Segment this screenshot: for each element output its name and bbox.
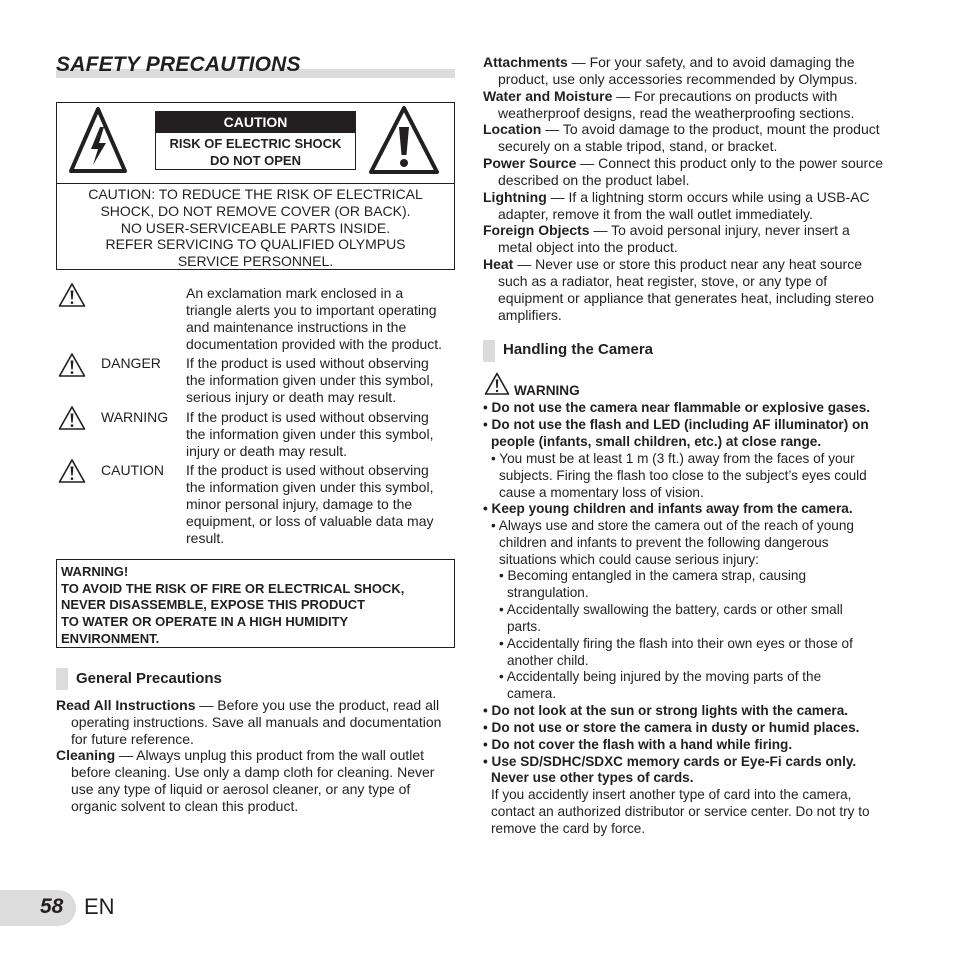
symbol-description: An exclamation mark enclosed in a triangle alerts you to important operating and maintenance instructions in the documentation provided with the product.	[186, 285, 443, 352]
warning-box-line: TO WATER OR OPERATE IN A HIGH HUMIDITY	[61, 614, 349, 629]
exclamation-triangle-icon	[58, 405, 86, 431]
caution-label	[155, 111, 356, 170]
warning-box-line: NEVER DISASSEMBLE, EXPOSE THIS PRODUCT	[61, 597, 366, 612]
exclamation-triangle-icon	[58, 282, 86, 308]
item-location: Location — To avoid damage to the product, mount the product securely on a stable tripod, stand, or bracket.	[483, 121, 880, 154]
section-heading-handling: Handling the Camera	[503, 341, 654, 358]
caution-label-line: RISK OF ELECTRIC SHOCK	[169, 136, 342, 151]
bullet-cards-cont: Never use other types of cards.	[491, 770, 694, 785]
section-heading-general: General Precautions	[76, 670, 222, 687]
caution-text-line: NO USER-SERVICEABLE PARTS INSIDE.	[120, 220, 391, 236]
page-number: 58	[40, 895, 64, 918]
cards-note: If you accidently insert another type of card into the camera, contact an authorized distributor or service center. Do not try to remove the card by force.	[491, 787, 870, 836]
caution-text-line: SERVICE PERSONNEL.	[177, 253, 334, 269]
bullet-cards: • Use SD/SDHC/SDXC memory cards or Eye-Fi cards only.	[483, 754, 857, 769]
exclamation-warning-icon	[368, 105, 440, 177]
page-number-tab	[0, 890, 76, 926]
caution-text-line: CAUTION: TO REDUCE THE RISK OF ELECTRICAL	[88, 186, 423, 202]
symbol-description: If the product is used without observing the information given under this symbol, injury or death may result.	[186, 409, 434, 459]
warning-box	[56, 559, 455, 648]
item-water-moisture: Water and Moisture — For precautions on products with weatherproof designs, read the weatherproofing sections.	[483, 88, 855, 121]
warning-box-line: ENVIRONMENT.	[61, 631, 160, 646]
item-power-source: Power Source — Connect this product only to the power source described on the product label.	[483, 155, 883, 188]
bullet-sun: • Do not look at the sun or strong lights with the camera.	[483, 703, 849, 718]
sub-bullet-distance: • You must be at least 1 m (3 ft.) away from the faces of your subjects. Firing the flash too close to the subject’s eyes could cause a momentary loss of vision.	[491, 451, 867, 500]
section-marker	[56, 668, 68, 690]
warning-label: WARNING	[514, 383, 580, 398]
warning-box-line: WARNING!	[61, 564, 129, 579]
exclamation-triangle-icon	[484, 372, 510, 396]
bullet-gases: • Do not use the camera near flammable or explosive gases.	[483, 400, 871, 415]
caution-text-line: REFER SERVICING TO QUALIFIED OLYMPUS	[105, 236, 406, 252]
language-code: EN	[84, 894, 115, 919]
caution-label-heading: CAUTION	[156, 112, 355, 133]
symbol-label-caution: CAUTION	[101, 462, 164, 478]
electric-shock-warning-icon	[67, 105, 129, 177]
item-lightning: Lightning — If a lightning storm occurs while using a USB-AC adapter, remove it from the wall outlet immediately.	[483, 189, 870, 222]
symbol-label-danger: DANGER	[101, 355, 161, 371]
caution-box	[56, 102, 455, 270]
section-marker	[483, 340, 495, 362]
sub-bullet-reach: • Always use and store the camera out of the reach of young children and infants to prevent the following dangerous situations which could cause serious injury:	[491, 518, 854, 567]
page-title: SAFETY PRECAUTIONS	[56, 53, 301, 76]
item-foreign-objects: Foreign Objects — To avoid personal injury, never insert a metal object into the product.	[483, 222, 850, 255]
general-item-cleaning: Cleaning — Always unplug this product from the wall outlet before cleaning. Use only a damp cloth for cleaning. Never use any type of liquid or aerosol cleaner, or any type of organic solvent to clean this product.	[56, 747, 435, 814]
sub-sub-bullet: • Accidentally being injured by the moving parts of the camera.	[499, 669, 822, 701]
sub-sub-bullet: • Becoming entangled in the camera strap, causing strangulation.	[499, 568, 807, 600]
bullet-dusty: • Do not use or store the camera in dusty or humid places.	[483, 720, 860, 735]
caution-label-line: DO NOT OPEN	[209, 153, 301, 168]
bullet-cover-flash: • Do not cover the flash with a hand while firing.	[483, 737, 793, 752]
warning-box-line: TO AVOID THE RISK OF FIRE OR ELECTRICAL SHOCK,	[61, 581, 405, 596]
caution-divider	[57, 183, 454, 184]
item-attachments: Attachments — For your safety, and to avoid damaging the product, use only accessories recommended by Olympus.	[483, 54, 858, 87]
exclamation-triangle-icon	[58, 458, 86, 484]
item-heat: Heat — Never use or store this product near any heat source such as a radiator, heat register, stove, or any type of equipment or appliance that generates heat, including stereo amplifiers.	[483, 256, 874, 323]
caution-text-line: SHOCK, DO NOT REMOVE COVER (OR BACK).	[100, 203, 411, 219]
sub-sub-bullet: • Accidentally swallowing the battery, cards or other small parts.	[499, 602, 843, 634]
bullet-flash-cont: people (infants, small children, etc.) at close range.	[491, 434, 822, 449]
symbol-description: If the product is used without observing the information given under this symbol, serious injury or death may result.	[186, 355, 434, 405]
sub-sub-bullet: • Accidentally firing the flash into their own eyes or those of another child.	[499, 636, 853, 668]
symbol-label-warning: WARNING	[101, 409, 169, 425]
exclamation-triangle-icon	[58, 352, 86, 378]
general-item-read-instructions: Read All Instructions — Before you use the product, read all operating instructions. Save all manuals and documentation for future reference.	[56, 697, 442, 747]
bullet-children: • Keep young children and infants away from the camera.	[483, 501, 853, 516]
bullet-flash: • Do not use the flash and LED (including AF illuminator) on	[483, 417, 869, 432]
symbol-description: If the product is used without observing the information given under this symbol, minor personal injury, damage to the equipment, or loss of valuable data may result.	[186, 462, 434, 546]
